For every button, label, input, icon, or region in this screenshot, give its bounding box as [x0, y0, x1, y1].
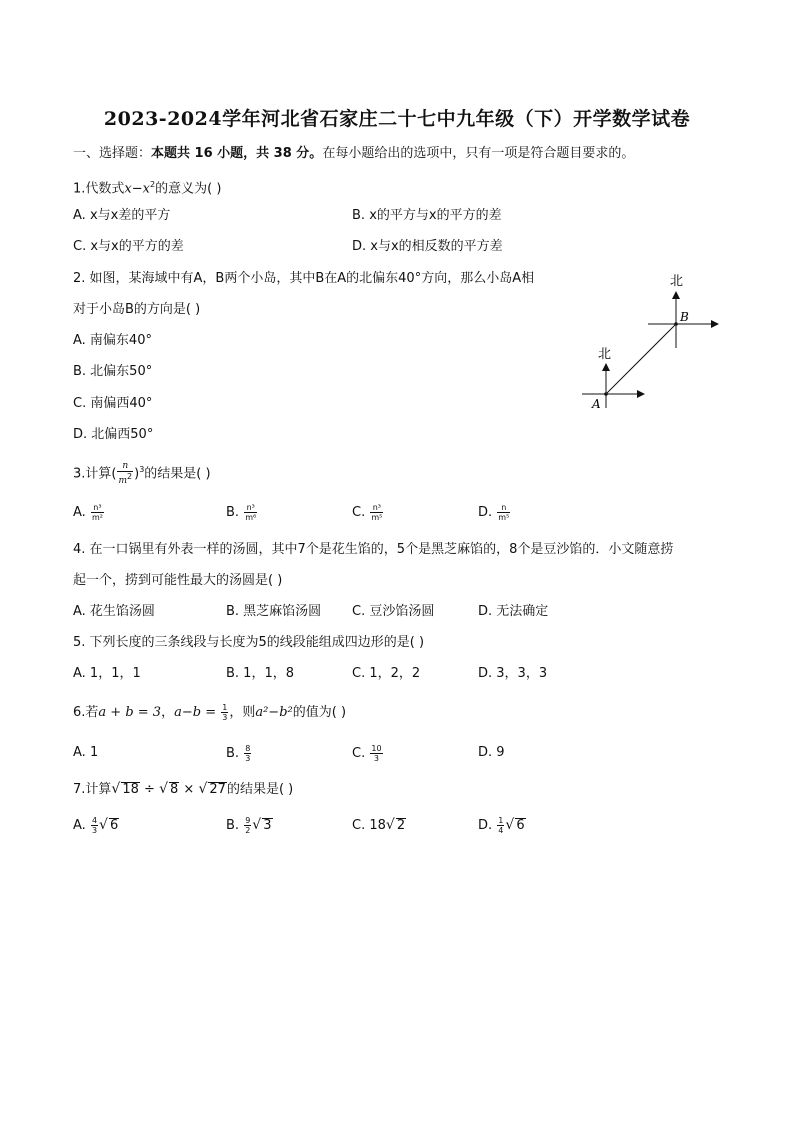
q2-option-b[interactable]: B. 北偏东50° — [73, 364, 153, 379]
question-2-line-1: 2. 如图，某海域中有A，B两个小岛，其中B在A的北偏东40°方向，那么小岛A相 — [73, 271, 535, 286]
question-7: 7.计算√ 18 ÷ √ 8 × √ 27的结果是( ) — [73, 781, 294, 797]
q7-option-d[interactable]: D. $\frac{1}{4}$ √ 6 — [478, 816, 525, 835]
segment-ab — [606, 324, 676, 394]
q1-option-c[interactable]: C. x与x的平方的差 — [73, 239, 184, 254]
q3-fraction: $\frac{n}{m^2}$ — [118, 460, 133, 486]
q3-option-a[interactable]: A. $\frac{\text{n³}}{\text{m²}}$ — [73, 503, 103, 522]
question-4-line-1: 4. 在一口锅里有外表一样的汤圆，其中7个是花生馅的，5个是黑芝麻馅的，8个是豆沙馅的．小文随意捞 — [73, 542, 674, 557]
section-prefix: 一、选择题： — [73, 146, 152, 161]
north-label-bottom: 北 — [598, 347, 612, 362]
q4-option-b[interactable]: B. 黑芝麻馅汤圆 — [226, 604, 322, 619]
north-label-top: 北 — [670, 274, 684, 289]
q7-option-a[interactable]: A. $\frac{4}{3}$ √ 6 — [73, 816, 119, 835]
compass-figure — [578, 268, 728, 418]
q3-option-d[interactable]: D. $\frac{n}{\text{m⁵}}$ — [478, 503, 510, 522]
q6-option-b[interactable]: B. $\frac{8}{3}$ — [226, 744, 251, 763]
q7-option-b[interactable]: B. $\frac{9}{2}$ √ 3 — [226, 816, 272, 835]
question-1: 1.代数式$x-x^2$的意义为( ) — [73, 180, 222, 197]
q5-option-b[interactable]: B. 1，1，8 — [226, 666, 294, 681]
radical-sign: √ — [111, 781, 121, 797]
label-b: B — [680, 310, 689, 324]
q6-option-d[interactable]: D. 9 — [478, 745, 505, 760]
q6-option-a[interactable]: A. 1 — [73, 745, 99, 760]
q5-option-c[interactable]: C. 1，2，2 — [352, 666, 421, 681]
q3-option-b[interactable]: B. $\frac{\text{n³}}{\text{m⁶}}$ — [226, 503, 257, 522]
section-rest: 在每小题给出的选项中，只有一项是符合题目要求的。 — [322, 146, 635, 161]
page-title: 2023-2024学年河北省石家庄二十七中九年级（下）开学数学试卷 — [103, 108, 691, 130]
label-a: A — [592, 397, 601, 411]
question-6: 6.若a + b = 3，a−b = $\frac{1}{3}$ ，则a²−b²的值为( ) — [73, 703, 347, 722]
section-header — [73, 145, 634, 163]
q5-option-d[interactable]: D. 3，3，3 — [478, 666, 548, 681]
q7-option-c[interactable]: C. 18√ 2 — [352, 817, 406, 833]
q5-option-a[interactable]: A. 1，1，1 — [73, 666, 141, 681]
question-5: 5. 下列长度的三条线段与长度为5的线段能组成四边形的是( ) — [73, 635, 425, 650]
question-4-line-2: 起一个，捞到可能性最大的汤圆是( ) — [73, 573, 283, 588]
q1-option-d[interactable]: D. x与x的相反数的平方差 — [352, 239, 503, 254]
q1-option-b[interactable]: B. x的平方与x的平方的差 — [352, 208, 502, 223]
q6-option-c[interactable]: C. $\frac{10}{3}$ — [352, 744, 382, 763]
q4-option-a[interactable]: A. 花生馅汤圆 — [73, 604, 155, 619]
point-a — [604, 392, 608, 396]
q1-option-a[interactable]: A. x与x差的平方 — [73, 208, 171, 223]
q4-option-d[interactable]: D. 无法确定 — [478, 604, 549, 619]
q2-option-a[interactable]: A. 南偏东40° — [73, 333, 152, 348]
q4-option-c[interactable]: C. 豆沙馅汤圆 — [352, 604, 435, 619]
point-b — [674, 322, 678, 326]
question-3: 3.计算( $\frac{n}{m^2}$ )$^3$的结果是( ) — [73, 460, 211, 486]
q2-option-d[interactable]: D. 北偏西50° — [73, 427, 154, 442]
q3-option-c[interactable]: C. $\frac{\text{n³}}{\text{m⁵}}$ — [352, 503, 383, 522]
question-2-line-2: 对于小岛B的方向是( ) — [73, 302, 201, 317]
section-bold: 本题共 16 小题，共 38 分。 — [151, 146, 323, 161]
q2-option-c[interactable]: C. 南偏西40° — [73, 396, 153, 411]
